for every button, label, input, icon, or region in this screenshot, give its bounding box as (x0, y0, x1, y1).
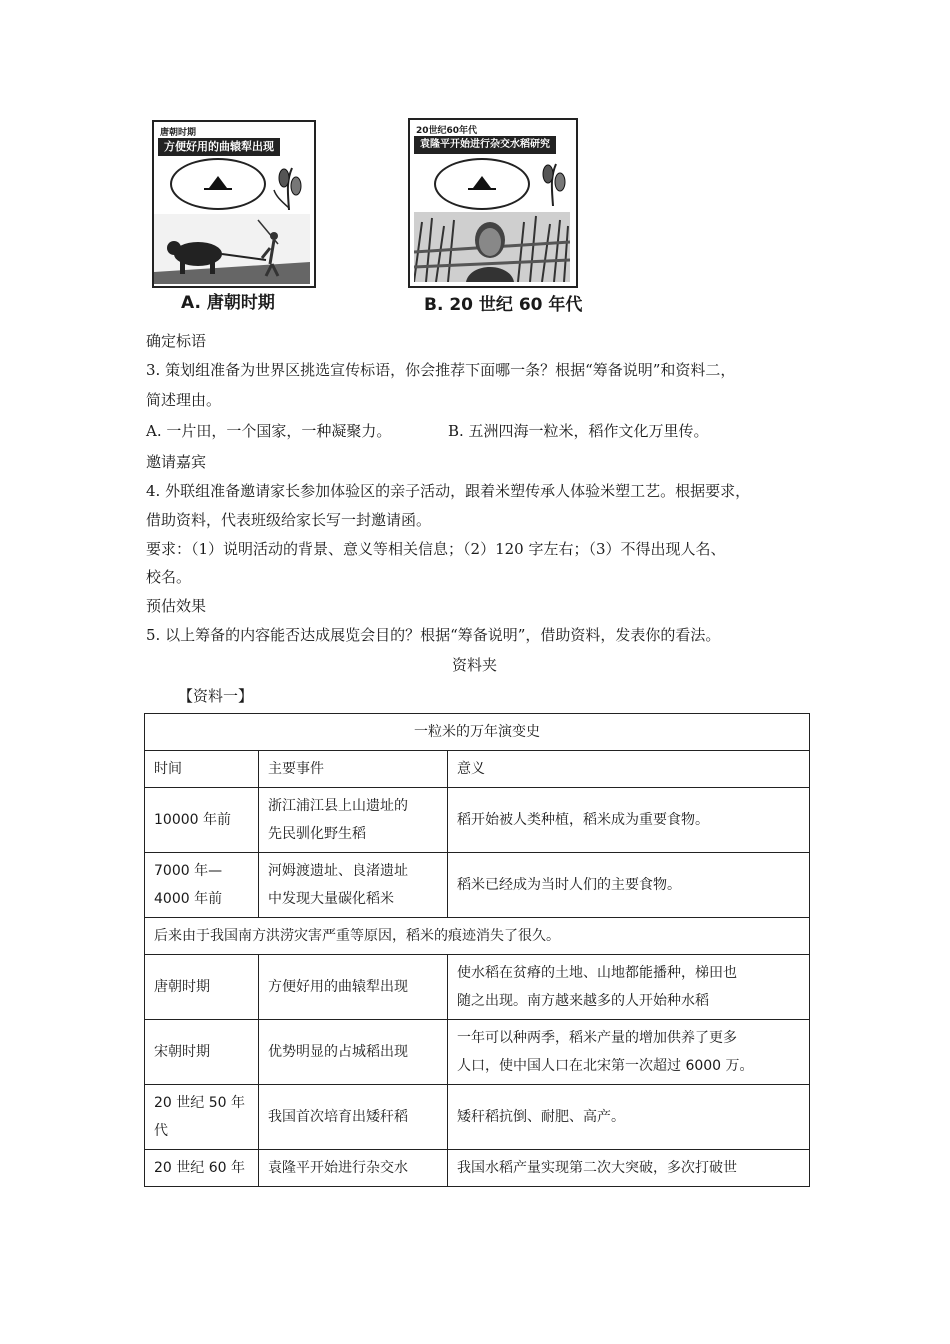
cell-line: 我国首次培育出矮秆稻 (268, 1109, 408, 1125)
figure-a-thought-bubble (170, 158, 266, 210)
table-row (145, 1020, 810, 1085)
rice-field-portrait-illustration (414, 212, 570, 282)
cell-time (145, 955, 259, 1020)
cell-line: 先民驯化野生稻 (268, 826, 366, 842)
cell-line: 我国水稻产量实现第二次大突破，多次打破世 (457, 1160, 737, 1176)
figure-b-label: B. 20 世纪 60 年代 (424, 295, 583, 315)
table-title-row (145, 714, 810, 751)
question-4-requirements-line-1: 要求：（1）说明活动的背景、意义等相关信息；（2）120 字左右；（3）不得出现人名、 (146, 540, 726, 558)
cell-time (145, 853, 259, 918)
cell-line: 代 (154, 1123, 168, 1139)
cell-line: 河姆渡遗址、良渚遗址 (268, 863, 408, 879)
figure-b-panel (408, 118, 578, 288)
cell-line: 20 世纪 50 年 (154, 1095, 245, 1111)
cell-line: 中发现大量碳化稻米 (268, 891, 394, 907)
table-row (145, 853, 810, 918)
cell-meaning (448, 1085, 810, 1150)
cell-line: 使水稻在贫瘠的土地、山地都能播种，梯田也 (457, 965, 737, 981)
header-time: 时间 (145, 751, 259, 788)
figure-a-panel (152, 120, 316, 288)
question-4-line-1: 4. 外联组准备邀请家长参加体验区的亲子活动，跟着米塑传承人体验米塑工艺。根据要求， (146, 482, 751, 500)
cell-meaning (448, 788, 810, 853)
cell-line: 唐朝时期 (154, 979, 210, 995)
cell-line: 矮秆稻抗倒、耐肥、高产。 (457, 1109, 625, 1125)
ox-plowing-illustration (154, 214, 310, 284)
cell-line: 袁隆平开始进行杂交水 (268, 1160, 408, 1176)
section-heading-slogan: 确定标语 (146, 332, 207, 350)
cell-time (145, 1150, 259, 1187)
cell-line: 一年可以种两季，稻米产量的增加供养了更多 (457, 1030, 737, 1046)
figure-b-banner: 袁隆平开始进行杂交水稻研究 (414, 136, 556, 154)
section-heading-invite: 邀请嘉宾 (146, 453, 207, 471)
header-meaning: 意义 (448, 751, 810, 788)
cell-event (259, 853, 448, 918)
material-1-label: 【资料一】 (178, 687, 254, 705)
cell-time (145, 788, 259, 853)
cell-line: 稻米已经成为当时人们的主要食物。 (457, 877, 681, 893)
folder-title: 资料夹 (452, 656, 498, 674)
cell-event (259, 955, 448, 1020)
cell-line: 20 世纪 60 年 (154, 1160, 245, 1176)
cell-line: 浙江浦江县上山遗址的 (268, 798, 408, 814)
figure-b-triangle-icon (473, 176, 491, 188)
figure-b-top-caption: 20世纪60年代 (416, 126, 478, 136)
history-table (144, 713, 810, 1187)
question-3-line-2: 简述理由。 (146, 391, 222, 409)
cell-event (259, 1085, 448, 1150)
cell-event (259, 1150, 448, 1187)
cell-line: 4000 年前 (154, 891, 223, 907)
question-4-requirements-line-2: 校名。 (146, 568, 192, 586)
cell-meaning (448, 853, 810, 918)
table-row (145, 918, 810, 955)
figure-a-banner: 方便好用的曲辕犁出现 (158, 138, 280, 156)
header-event: 主要事件 (259, 751, 448, 788)
cell-event (259, 1020, 448, 1085)
cell-line: 优势明显的占城稻出现 (268, 1044, 408, 1060)
cell-line: 10000 年前 (154, 812, 231, 828)
table-row (145, 1085, 810, 1150)
cell-line: 人口，使中国人口在北宋第一次超过 6000 万。 (457, 1058, 754, 1074)
cell-event (259, 788, 448, 853)
question-3-option-b: B. 五洲四海一粒米，稻作文化万里传。 (448, 422, 709, 440)
cell-line: 方便好用的曲辕犁出现 (268, 979, 408, 995)
table-span-cell: 后来由于我国南方洪涝灾害严重等原因，稻米的痕迹消失了很久。 (145, 918, 810, 955)
figure-b-thought-bubble (434, 158, 530, 210)
table-row (145, 955, 810, 1020)
question-3-line-1: 3. 策划组准备为世界区挑选宣传标语，你会推荐下面哪一条？根据“筹备说明”和资料二， (146, 361, 736, 379)
cell-line: 7000 年— (154, 863, 223, 879)
cell-meaning (448, 955, 810, 1020)
cell-meaning (448, 1020, 810, 1085)
cell-line: 宋朝时期 (154, 1044, 210, 1060)
section-heading-evaluate: 预估效果 (146, 597, 207, 615)
cell-time (145, 1085, 259, 1150)
figure-a-triangle-icon (209, 176, 227, 188)
cell-meaning (448, 1150, 810, 1187)
cell-time (145, 1020, 259, 1085)
figure-a-label: A. 唐朝时期 (181, 293, 275, 313)
question-4-line-2: 借助资料，代表班级给家长写一封邀请函。 (146, 511, 432, 529)
cell-line: 随之出现。南方越来越多的人开始种水稻 (457, 993, 709, 1009)
cell-line: 稻开始被人类种植，稻米成为重要食物。 (457, 812, 709, 828)
figure-a-top-caption: 唐朝时期 (160, 128, 197, 138)
rice-plant-icon (536, 160, 570, 208)
question-3-option-a: A. 一片田，一个国家，一种凝聚力。 (146, 422, 392, 440)
table-row (145, 788, 810, 853)
table-header-row (145, 751, 810, 788)
table-title: 一粒米的万年演变史 (145, 714, 810, 751)
rice-plant-icon (272, 164, 306, 212)
question-5-line-1: 5. 以上筹备的内容能否达成展览会目的？根据“筹备说明”，借助资料，发表你的看法。 (146, 626, 721, 644)
table-row (145, 1150, 810, 1187)
